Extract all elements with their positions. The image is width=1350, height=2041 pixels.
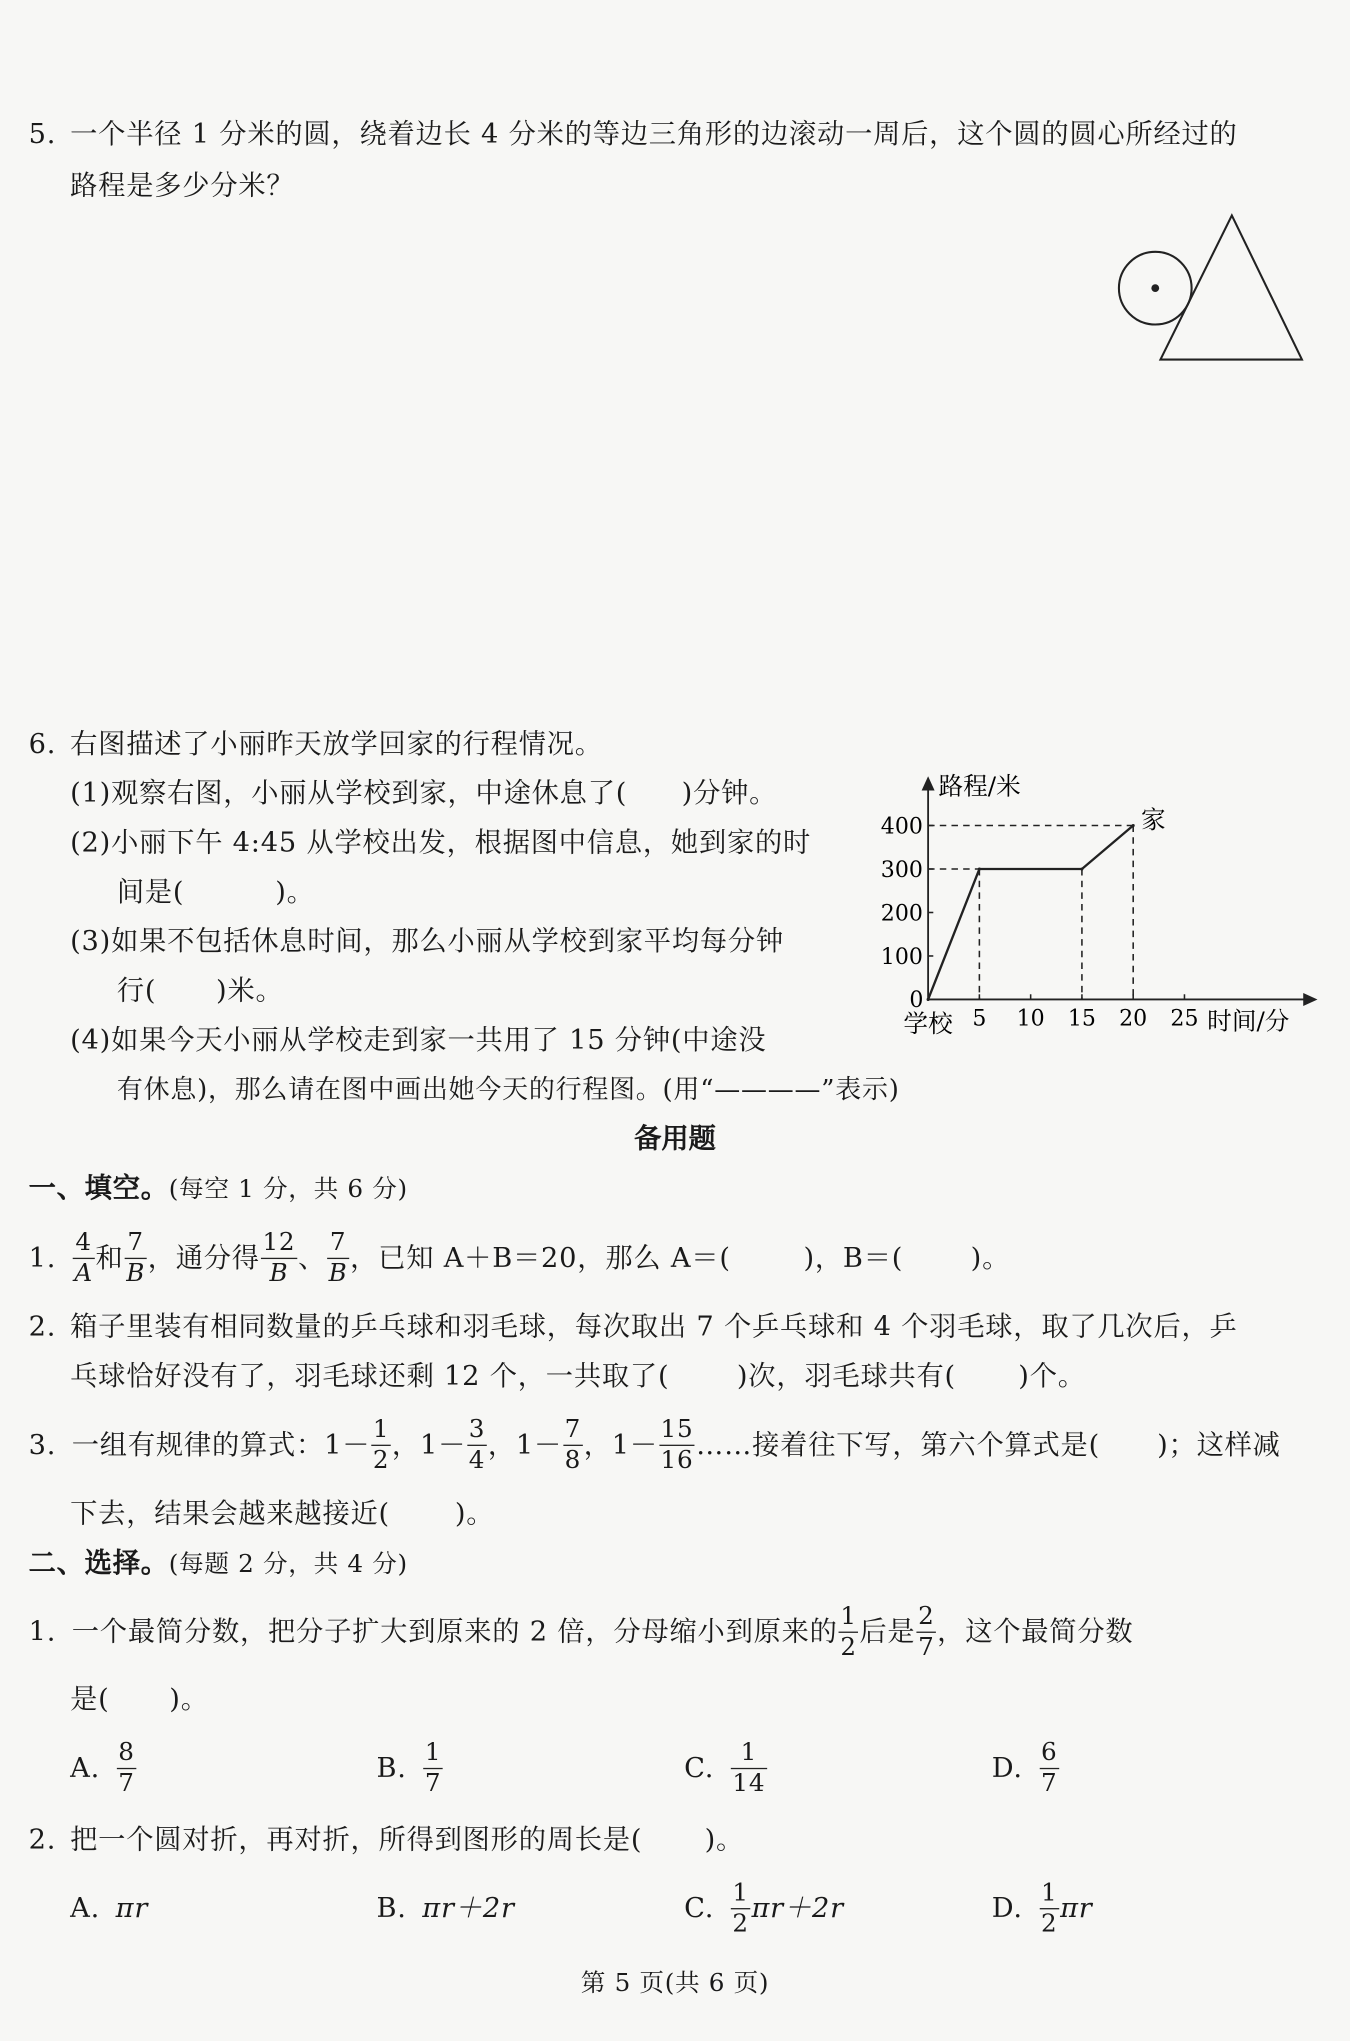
trip-series-line: [928, 826, 1133, 1000]
fill-q2-number: 2.: [28, 1310, 57, 1343]
q6-part1-text-a: (1)观察右图，小丽从学校到家，中途休息了(: [70, 777, 628, 809]
fill-q3-lead: 一组有规律的算式：: [71, 1429, 325, 1461]
fill-q1-and: 和: [95, 1242, 124, 1274]
fraction-1-over-2: 1 2: [732, 1877, 749, 1938]
fill-q3-term1-prefix: 1－: [324, 1429, 371, 1461]
y-tick-label: 100: [880, 944, 923, 970]
backup-title: 备用题: [634, 1122, 716, 1154]
q6-part2-text-a: 间是(: [116, 876, 185, 908]
fraction-1-over-7: 1 7: [424, 1737, 442, 1798]
choice-q1-option-a[interactable]: A. 8 7: [70, 1737, 135, 1798]
y-axis-arrow-icon: [922, 776, 935, 790]
section1-title: 一、填空。: [28, 1172, 169, 1204]
q6-part4-line2: 有休息)，那么请在图中画出她今天的行程图。(用“————”表示): [116, 1073, 900, 1105]
choice-q2-text: [70, 1820, 744, 1859]
fraction-8-over-7: 8 7: [118, 1737, 135, 1798]
fill-q3-term2-prefix: 1－: [419, 1429, 467, 1461]
choice-q1: [29, 1599, 1134, 1664]
fill-q1-number: 1.: [28, 1242, 57, 1274]
q6-part2-line2: [117, 872, 315, 911]
data-point: [1080, 867, 1083, 870]
x-tick-label: 25: [1170, 1006, 1199, 1032]
fraction-1-over-2: 1 2: [372, 1414, 390, 1474]
fill-q3-tail-a: ……接着往下写，第六个算式是(: [696, 1429, 1101, 1461]
y-axis-label: 路程/米: [938, 771, 1021, 801]
end-point-label: 家: [1140, 805, 1166, 835]
q6-part3-text-a: 行(: [116, 974, 157, 1006]
fill-q3-line2-text-b: )。: [454, 1497, 495, 1530]
q5-text-line2: 路程是多少分米？: [70, 170, 295, 202]
fill-q3-line2: [70, 1494, 494, 1533]
choice-q2-option-a[interactable]: A. πr: [70, 1892, 149, 1924]
fill-q1-tail-c: )。: [970, 1242, 1011, 1274]
choice-q1-line2-text-a: 是(: [70, 1683, 110, 1715]
q5-number: 5.: [28, 118, 57, 150]
fill-q2-text-c: )个。: [1018, 1360, 1086, 1392]
trip-line-chart: [870, 766, 1324, 1052]
circle-triangle-figure: [1103, 208, 1317, 370]
choice-q1-option-c[interactable]: C. 1 14: [684, 1737, 766, 1798]
fraction-1-over-2: 1 2: [1040, 1877, 1058, 1938]
q6-part3-line1: (3)如果不包括休息时间，那么小丽从学校到家平均每分钟: [70, 925, 784, 957]
fill-q1: [29, 1225, 1011, 1290]
section2-title: 二、选择。: [28, 1547, 169, 1579]
fraction-7-over-b-2: 7 B: [328, 1227, 348, 1287]
fraction-6-over-7: 6 7: [1040, 1737, 1058, 1798]
q6-part1-text-b: )分钟。: [681, 777, 778, 809]
q6-number: 6.: [28, 728, 57, 760]
fraction-1-over-14: 1 14: [732, 1737, 766, 1798]
choice-q1-line2: [70, 1680, 209, 1719]
q6-part2-line1: (2)小丽下午 4:45 从学校出发，根据图中信息，她到家的时: [70, 826, 812, 858]
section2-header: [29, 1543, 408, 1582]
q5-text-line1: 一个半径 1 分米的圆，绕着边长 4 分米的等边三角形的边滚动一周后，这个圆的圆心所经过的: [70, 118, 1238, 150]
y-tick-label: 200: [880, 901, 923, 927]
fraction-12-over-b: 12 B: [262, 1227, 296, 1287]
fill-q3-number: 3.: [28, 1429, 57, 1461]
data-point: [927, 998, 930, 1001]
comma: ，: [391, 1429, 420, 1461]
data-point: [978, 867, 981, 870]
equilateral-triangle: [1160, 215, 1301, 359]
fill-q3-line2-text-a: 下去，结果会越来越接近(: [70, 1497, 390, 1530]
fill-q2-line2: [70, 1356, 1086, 1395]
fill-q3-tail-b: )；这样减: [1157, 1429, 1281, 1461]
fill-q1-tail-a: ，已知 A＋B＝20，那么 A＝(: [350, 1242, 731, 1274]
fraction-15-over-16: 15 16: [660, 1414, 694, 1474]
choice-q2-option-c[interactable]: C. 1 2 πr＋2r: [684, 1877, 844, 1938]
circle-center-dot: [1151, 284, 1159, 292]
fill-q3-term3-prefix: 1－: [515, 1429, 563, 1461]
fraction-2-over-7: 2 7: [918, 1601, 935, 1661]
fill-q1-separator: 、: [297, 1242, 327, 1274]
fraction-7-over-8: 7 8: [564, 1414, 582, 1474]
choice-q1-text-c: ，这个最简分数: [937, 1616, 1134, 1648]
choice-q2-text-a: 把一个圆对折，再对折，所得到图形的周长是(: [70, 1823, 643, 1855]
q6-part2-text-b: )。: [275, 876, 315, 908]
x-tick-label: 5: [972, 1006, 987, 1032]
choice-q1-line2-text-b: )。: [169, 1683, 209, 1715]
x-tick-label: 15: [1067, 1006, 1096, 1032]
fill-q2-text-b: )次，羽毛球共有(: [736, 1360, 956, 1392]
choice-q2-option-b[interactable]: B. πr＋2r: [376, 1892, 515, 1924]
section1-header: [29, 1168, 408, 1207]
choice-q1-number: 1.: [28, 1616, 57, 1648]
x-tick-label: 20: [1119, 1006, 1148, 1032]
q6-part1: [70, 774, 777, 813]
choice-q2-text-b: )。: [704, 1823, 745, 1855]
choice-q2-option-d[interactable]: D. 1 2 πr: [991, 1877, 1093, 1938]
fraction-4-over-a: 4 A: [74, 1227, 93, 1287]
section2-note: (每题 2 分，共 4 分): [168, 1549, 408, 1579]
q6-part4-line1: (4)如果今天小丽从学校走到家一共用了 15 分钟(中途没: [70, 1024, 767, 1056]
fraction-1-over-2: 1 2: [840, 1601, 857, 1661]
x-axis-arrow-icon: [1303, 993, 1317, 1006]
fill-q1-tail-b: )，B＝(: [803, 1242, 904, 1274]
choice-q1-option-d[interactable]: D. 6 7: [991, 1737, 1058, 1798]
fill-q3: [29, 1412, 1281, 1477]
q6-intro: 右图描述了小丽昨天放学回家的行程情况。: [70, 728, 603, 760]
fill-q3-term4-prefix: 1－: [611, 1429, 658, 1461]
choice-q1-text-a: 一个最简分数，把分子扩大到原来的 2 倍，分母缩小到原来的: [71, 1616, 838, 1648]
choice-q2-number: 2.: [28, 1823, 57, 1855]
fill-q1-common: ，通分得: [147, 1242, 260, 1274]
fraction-7-over-b: 7 B: [126, 1227, 146, 1287]
comma: ，: [487, 1429, 516, 1461]
choice-q1-option-b[interactable]: B. 1 7: [376, 1737, 442, 1798]
y-tick-label: 300: [880, 857, 923, 883]
data-point: [1132, 824, 1135, 827]
fraction-3-over-4: 3 4: [468, 1414, 486, 1474]
origin-label: 0: [909, 988, 924, 1014]
y-tick-label: 400: [880, 814, 923, 840]
fill-q2-line1: 箱子里装有相同数量的乒乓球和羽毛球，每次取出 7 个乒乓球和 4 个羽毛球，取了几次后，乒: [70, 1310, 1238, 1343]
fill-q2-text-a: 乓球恰好没有了，羽毛球还剩 12 个，一共取了(: [70, 1360, 670, 1392]
q6-part3-text-b: )米。: [216, 974, 284, 1006]
x-origin-label: 学校: [903, 1008, 953, 1038]
x-tick-label: 10: [1016, 1006, 1045, 1032]
x-axis-label: 时间/分: [1207, 1006, 1290, 1036]
section1-note: (每空 1 分，共 6 分): [168, 1174, 408, 1204]
comma: ，: [583, 1429, 612, 1461]
q6-part3-line2: [117, 971, 284, 1010]
page-footer: 第 5 页(共 6 页): [580, 1969, 770, 1998]
choice-q1-text-b: 后是: [859, 1616, 916, 1648]
